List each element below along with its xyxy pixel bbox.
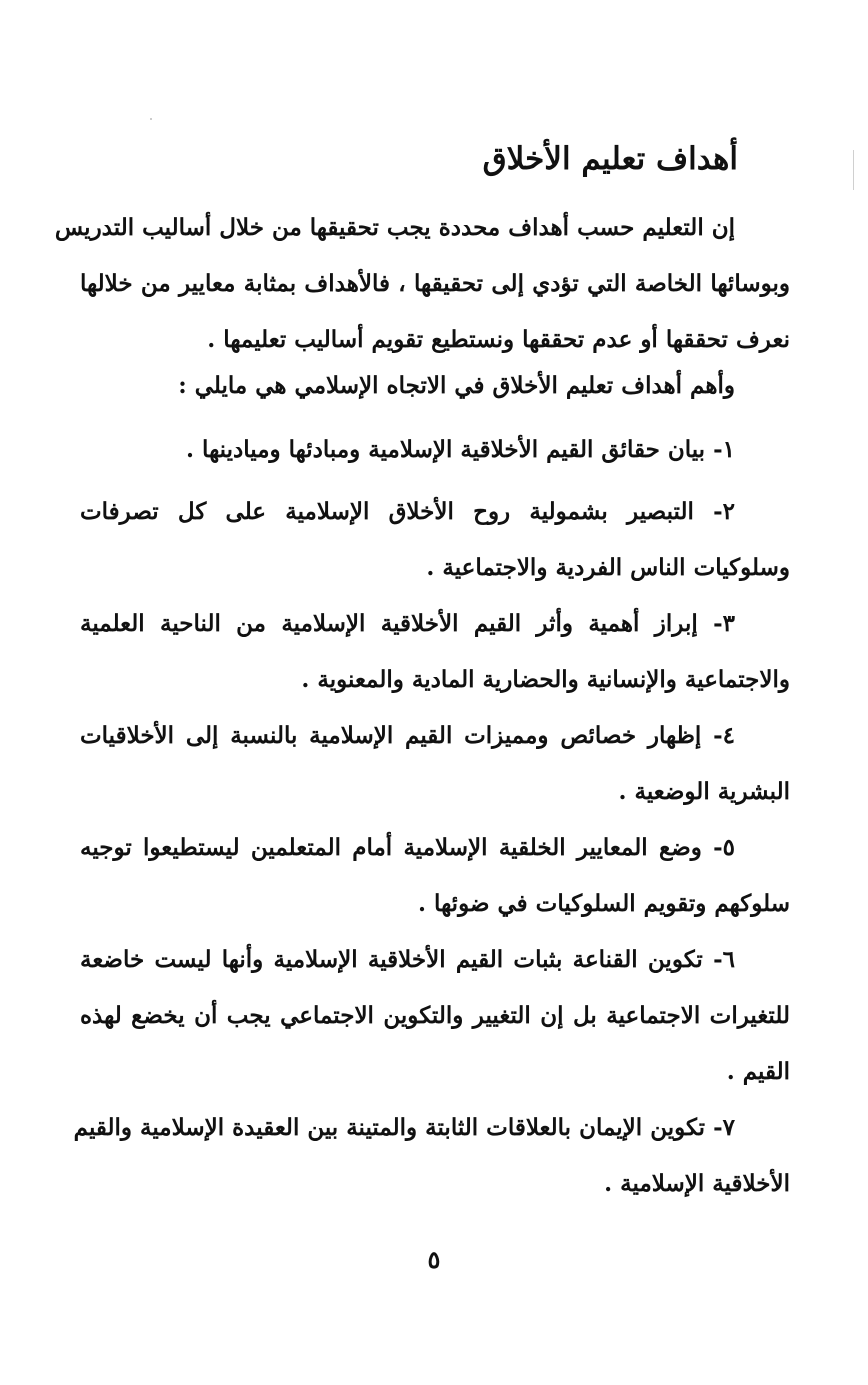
paragraph-line: نعرف تحققها أو عدم تحققها ونستطيع تقويم أساليب تعليمها . <box>207 326 790 353</box>
page-title: أهداف تعليم الأخلاق <box>482 141 738 177</box>
scan-edge-mark <box>853 150 854 190</box>
paragraph-line: إن التعليم حسب أهداف محددة يجب تحقيقها من خلال أساليب التدريس <box>54 214 735 241</box>
list-item-line: ٢- التبصير بشمولية روح الأخلاق الإسلامية على كل تصرفات <box>80 498 735 525</box>
list-item-line: ٥- وضع المعايير الخلقية الإسلامية أمام المتعلمين ليستطيعوا توجيه <box>80 834 735 861</box>
list-item <box>80 596 790 708</box>
list-item-line: البشرية الوضعية . <box>618 778 790 805</box>
list-item <box>80 422 790 478</box>
list-item-line: سلوكهم وتقويم السلوكيات في ضوئها . <box>418 890 790 917</box>
list-item <box>73 1100 790 1212</box>
list-item <box>80 484 790 596</box>
scan-edge-mark <box>150 118 152 120</box>
list-item <box>80 932 790 1100</box>
list-item-line: وسلوكيات الناس الفردية والاجتماعية . <box>426 554 790 581</box>
page-number: ٥ <box>427 1245 441 1274</box>
list-item-line: القيم . <box>726 1058 790 1085</box>
list-item-line: ٣- إبراز أهمية وأثر القيم الأخلاقية الإسلامية من الناحية العلمية <box>80 610 735 637</box>
paragraph-line: وأهم أهداف تعليم الأخلاق في الاتجاه الإسلامي هي مايلي : <box>178 372 735 399</box>
list-item-line: ٤- إظهار خصائص ومميزات القيم الإسلامية بالنسبة إلى الأخلاقيات <box>80 722 735 749</box>
list-item-line: ٦- تكوين القناعة بثبات القيم الأخلاقية الإسلامية وأنها ليست خاضعة <box>80 946 735 973</box>
list-item <box>80 708 790 820</box>
intro-paragraph <box>54 200 790 368</box>
paragraph-line: وبوسائها الخاصة التي تؤدي إلى تحقيقها ، فالأهداف بمثابة معايير من خلالها <box>80 270 790 297</box>
lead-paragraph <box>80 358 790 414</box>
list-item <box>80 820 790 932</box>
list-item-line: الأخلاقية الإسلامية . <box>604 1170 790 1197</box>
list-item-line: ١- بيان حقائق القيم الأخلاقية الإسلامية ومبادئها وميادينها . <box>186 436 735 463</box>
list-item-line: ٧- تكوين الإيمان بالعلاقات الثابتة والمتينة بين العقيدة الإسلامية والقيم <box>73 1114 735 1141</box>
list-item-line: للتغيرات الاجتماعية بل إن التغيير والتكوين الاجتماعي يجب أن يخضع لهذه <box>80 1002 790 1029</box>
list-item-line: والاجتماعية والإنسانية والحضارية المادية والمعنوية . <box>301 666 790 693</box>
